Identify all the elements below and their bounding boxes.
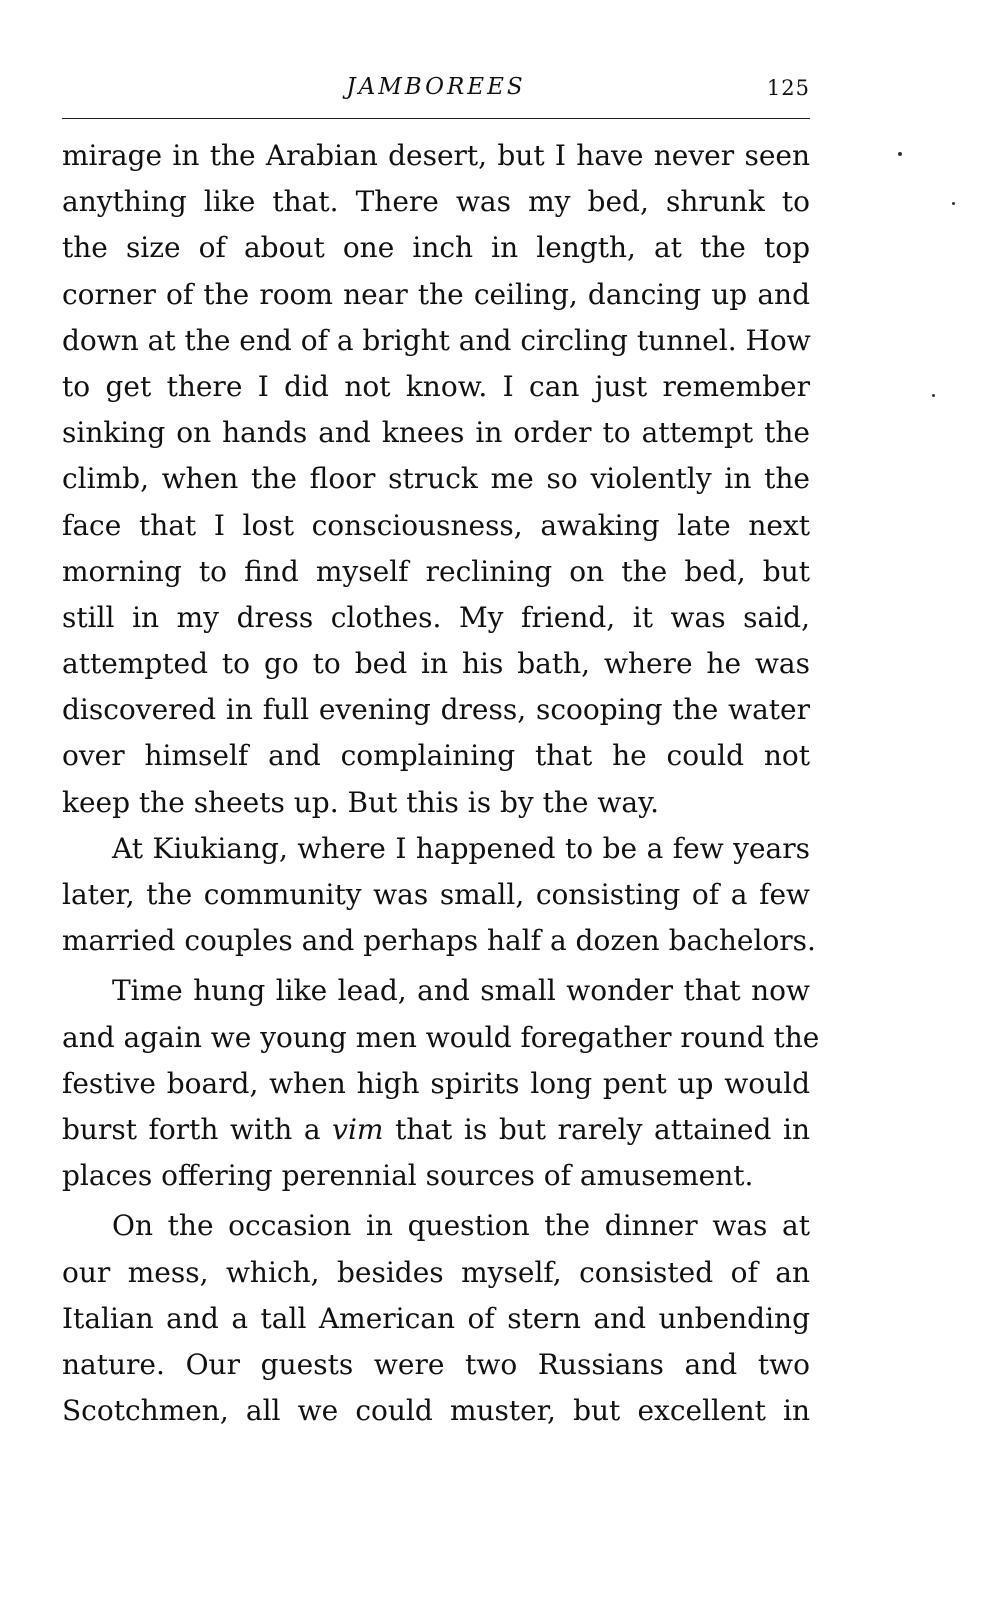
text-line: Scotchmen, all we could muster, but excellent in <box>62 1394 810 1428</box>
text-line: At Kiukiang, where I happened to be a few years <box>112 831 810 865</box>
margin-speck <box>932 394 935 397</box>
text-line: later, the community was small, consisting of a few <box>62 878 810 911</box>
text-line: Italian and a tall American of stern and unbending <box>62 1301 810 1335</box>
text-line: discovered in full evening dress, scooping the water <box>62 693 810 727</box>
text-line: burst forth with a vim that is but rarely attained in <box>62 1112 810 1146</box>
text-line: keep the sheets up. But this is by the way. <box>62 785 660 819</box>
text-line: mirage in the Arabian desert, but I have never seen <box>62 139 810 172</box>
text-line: still in my dress clothes. My friend, it was said, <box>62 600 810 634</box>
text-line: our mess, which, besides myself, consisted of an <box>62 1255 810 1289</box>
text-line: and again we young men would foregather round the <box>62 1020 820 1054</box>
body-text <box>62 133 820 1434</box>
text-line: climb, when the floor struck me so violently in the <box>62 462 810 496</box>
italic-word: vim <box>332 1112 384 1146</box>
running-title: JAMBOREES <box>346 74 526 100</box>
running-head <box>62 74 810 114</box>
text-line: to get there I did not know. I can just remember <box>62 369 810 403</box>
text-line: down at the end of a bright and circling tunnel. How <box>62 323 811 357</box>
paragraph <box>62 133 810 826</box>
text-line: attempted to go to bed in his bath, where he was <box>62 647 810 681</box>
text-line: corner of the room near the ceiling, dancing up and <box>62 277 810 311</box>
text-line: the size of about one inch in length, at the top <box>62 231 810 265</box>
margin-speck <box>952 202 955 205</box>
paragraph <box>62 968 820 1199</box>
page-number: 125 <box>766 76 810 100</box>
text-line: over himself and complaining that he could not <box>62 739 810 773</box>
text-line: morning to find myself reclining on the bed, but <box>62 554 810 588</box>
text-line: face that I lost consciousness, awaking late next <box>62 508 810 542</box>
text-line: Time hung like lead, and small wonder that now <box>112 974 810 1008</box>
text-line: festive board, when high spirits long pent up would <box>62 1066 810 1100</box>
paragraph <box>62 1203 810 1434</box>
text-line: anything like that. There was my bed, shrunk to <box>62 185 810 219</box>
header-rule <box>62 118 810 119</box>
margin-speck <box>898 152 902 156</box>
text-line: places offering perennial sources of amusement. <box>62 1159 754 1193</box>
text-line: nature. Our guests were two Russians and two <box>62 1347 810 1381</box>
text-line: sinking on hands and knees in order to attempt the <box>62 416 810 450</box>
text-line: On the occasion in question the dinner was at <box>112 1209 810 1243</box>
text-line: married couples and perhaps half a dozen bachelors. <box>62 924 816 958</box>
paragraph <box>62 826 816 965</box>
